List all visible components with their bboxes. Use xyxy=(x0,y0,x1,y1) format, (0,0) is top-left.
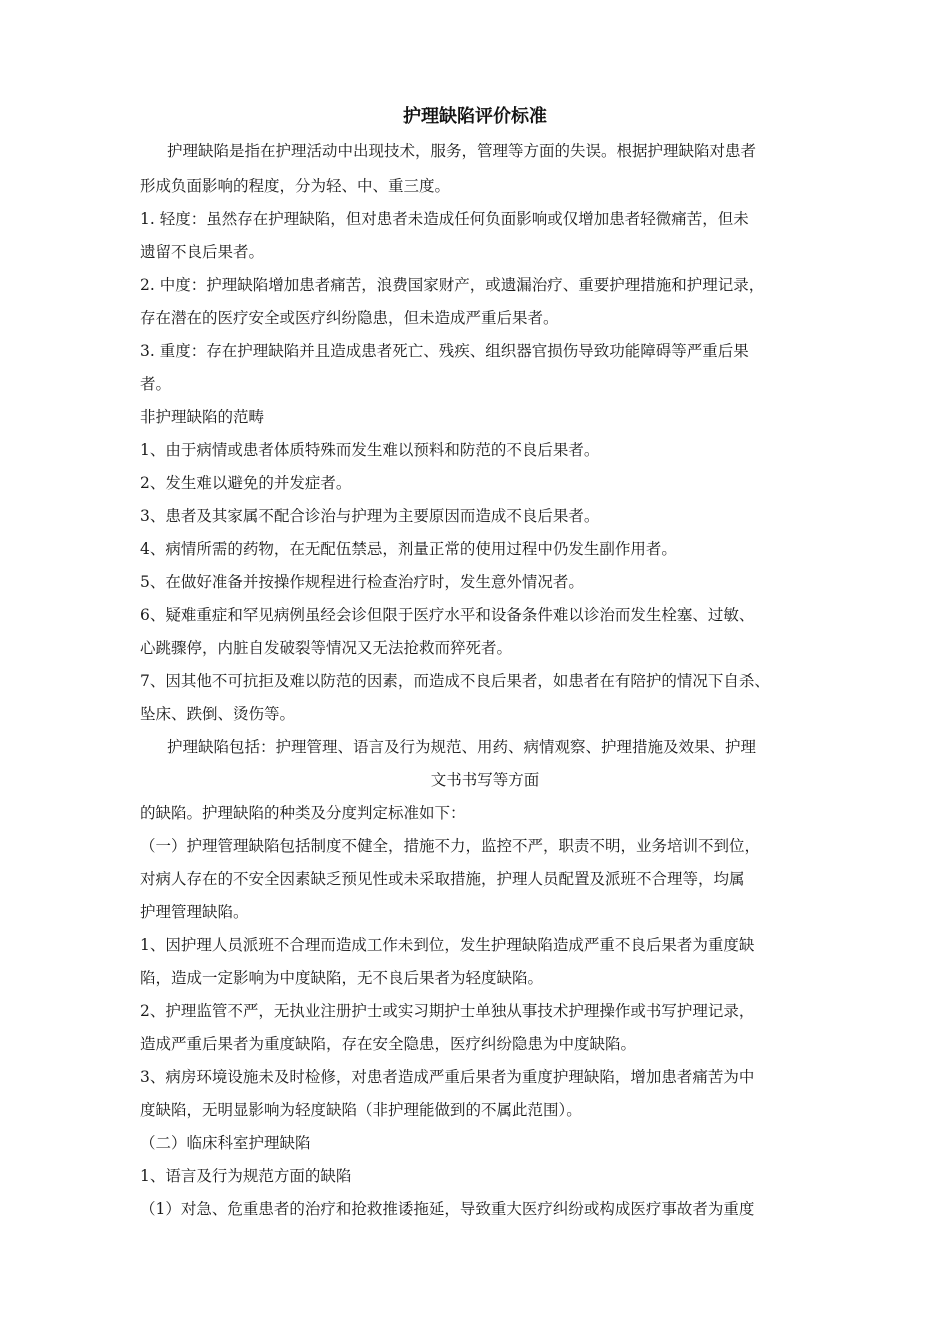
text-line: 护理缺陷包括：护理管理、语言及行为规范、用药、病情观察、护理措施及效果、护理 xyxy=(167,738,757,756)
text-line: 2、发生难以避免的并发症者。 xyxy=(140,474,352,492)
text-line: （1）对急、危重患者的治疗和抢救推诿拖延，导致重大医疗纠纷或构成医疗事故者为重度 xyxy=(140,1200,755,1218)
document-title: 护理缺陷评价标准 xyxy=(403,106,547,127)
text-line: 5、在做好准备并按操作规程进行检查治疗时，发生意外情况者。 xyxy=(140,573,584,591)
text-line: 护理缺陷是指在护理活动中出现技术，服务，管理等方面的失误。根据护理缺陷对患者 xyxy=(167,142,757,160)
text-line: 存在潜在的医疗安全或医疗纠纷隐患，但未造成严重后果者。 xyxy=(140,309,559,327)
text-line: 坠床、跌倒、烫伤等。 xyxy=(140,705,296,723)
text-line: 陷，造成一定影响为中度缺陷，无不良后果者为轻度缺陷。 xyxy=(140,969,544,987)
text-line: 4、病情所需的药物，在无配伍禁忌，剂量正常的使用过程中仍发生副作用者。 xyxy=(140,540,677,558)
text-line: 造成严重后果者为重度缺陷，存在安全隐患，医疗纠纷隐患为中度缺陷。 xyxy=(140,1035,637,1053)
text-line: 3、患者及其家属不配合诊治与护理为主要原因而造成不良后果者。 xyxy=(140,507,600,525)
text-line: 7、因其他不可抗拒及难以防范的因素，而造成不良后果者，如患者在有陪护的情况下自杀、 xyxy=(140,672,770,690)
text-line: 6、疑难重症和罕见病例虽经会诊但限于医疗水平和设备条件难以诊治而发生栓塞、过敏、 xyxy=(140,606,755,624)
text-line: 文书书写等方面 xyxy=(430,771,540,789)
section-heading: 非护理缺陷的范畴 xyxy=(140,408,265,426)
text-line: 1、由于病情或患者体质特殊而发生难以预料和防范的不良后果者。 xyxy=(140,441,600,459)
text-line: 3、病房环境设施未及时检修，对患者造成严重后果者为重度护理缺陷，增加患者痛苦为中 xyxy=(140,1068,755,1086)
text-line: 度缺陷，无明显影响为轻度缺陷（非护理能做到的不属此范围）。 xyxy=(140,1101,582,1119)
text-line: 遗留不良后果者。 xyxy=(140,243,265,261)
text-line: （一）护理管理缺陷包括制度不健全，措施不力，监控不严，职责不明，业务培训不到位， xyxy=(140,837,761,855)
text-line: 护理管理缺陷。 xyxy=(140,903,249,921)
text-line: 2. 中度：护理缺陷增加患者痛苦，浪费国家财产，或遗漏治疗、重要护理措施和护理记录， xyxy=(140,276,765,294)
text-line: 形成负面影响的程度，分为轻、中、重三度。 xyxy=(140,177,451,195)
text-line: 心跳骤停，内脏自发破裂等情况又无法抢救而猝死者。 xyxy=(140,639,513,657)
section-heading: （二）临床科室护理缺陷 xyxy=(140,1134,311,1152)
text-line: 1、语言及行为规范方面的缺陷 xyxy=(140,1167,352,1185)
text-line: 3. 重度：存在护理缺陷并且造成患者死亡、残疾、组织器官损伤导致功能障碍等严重后果 xyxy=(140,342,749,360)
text-line: 对病人存在的不安全因素缺乏预见性或未采取措施，护理人员配置及派班不合理等，均属 xyxy=(140,870,745,888)
text-line: 2、护理监管不严，无执业注册护士或实习期护士单独从事技术护理操作或书写护理记录， xyxy=(140,1002,755,1020)
text-line: 1. 轻度：虽然存在护理缺陷，但对患者未造成任何负面影响或仅增加患者轻微痛苦，但未 xyxy=(140,210,749,228)
text-line: 的缺陷。护理缺陷的种类及分度判定标准如下： xyxy=(140,804,466,822)
text-line: 者。 xyxy=(140,375,172,393)
text-line: 1、因护理人员派班不合理而造成工作未到位，发生护理缺陷造成严重不良后果者为重度缺 xyxy=(140,936,755,954)
